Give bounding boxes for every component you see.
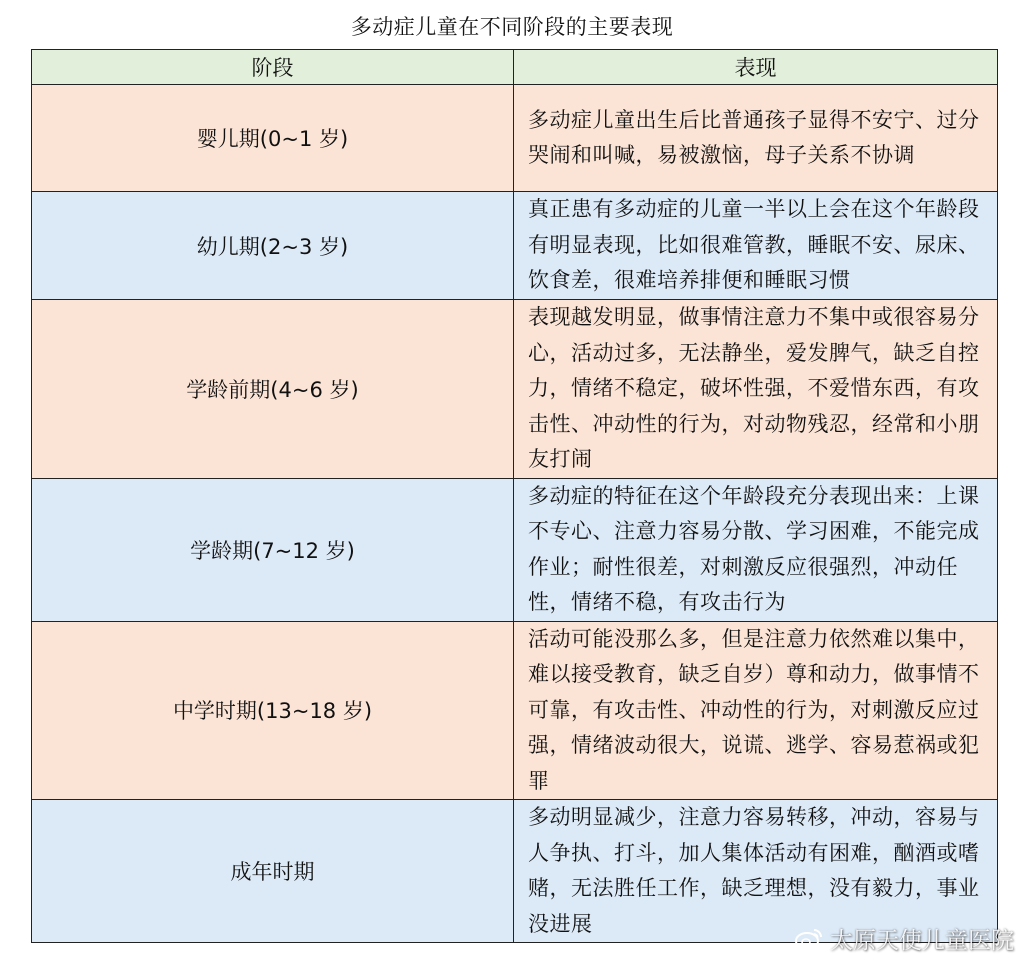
description-cell: 活动可能没那么多，但是注意力依然难以集中，难以接受教育，缺乏自岁）尊和动力，做事情不可靠，有攻击性、冲动性的行为，对刺激反应过强，情绪波动很大，说谎、逃学、容易惹祸或犯罪 (514, 621, 998, 800)
stage-cell: 幼儿期(2~3 岁) (32, 192, 514, 300)
table-title: 多动症儿童在不同阶段的主要表现 (350, 15, 674, 39)
description-cell: 真正患有多动症的儿童一半以上会在这个年龄段有明显表现，比如很难管教，睡眠不安、尿床、饮食差，很难培养排便和睡眠习惯 (514, 192, 998, 300)
header-description: 表现 (514, 50, 998, 85)
table-row (32, 85, 998, 192)
stage-cell: 成年时期 (32, 800, 514, 943)
stage-cell: 中学时期(13~18 岁) (32, 621, 514, 800)
table-row (32, 300, 998, 479)
description-cell: 多动症儿童出生后比普通孩子显得不安宁、过分哭闹和叫喊，易被激恼，母子关系不协调 (514, 85, 998, 192)
stage-cell: 学龄前期(4~6 岁) (32, 300, 514, 479)
description-cell: 多动症的特征在这个年龄段充分表现出来：上课不专心、注意力容易分散、学习困难，不能完成作业；耐性很差，对刺激反应很强烈，冲动任性，情绪不稳，有攻击行为 (514, 478, 998, 621)
stages-table (31, 49, 998, 943)
weibo-icon (794, 927, 824, 951)
description-cell: 表现越发明显，做事情注意力不集中或很容易分心，活动过多，无法静坐，爱发脾气，缺乏自控力，情绪不稳定，破坏性强，不爱惜东西，有攻击性、冲动性的行为，对动物残忍，经常和小朋友打闹 (514, 300, 998, 479)
description-cell: 多动明显减少，注意力容易转移，冲动，容易与人争执、打斗，加人集体活动有困难，酗酒或嗜赌，无法胜任工作，缺乏理想，没有毅力，事业没进展 (514, 800, 998, 943)
table-row (32, 192, 998, 300)
table-header-row (32, 50, 998, 85)
table-row (32, 478, 998, 621)
stage-cell: 婴儿期(0~1 岁) (32, 85, 514, 192)
stage-cell: 学龄期(7~12 岁) (32, 478, 514, 621)
watermark-text: 太原天使儿童医院 (830, 928, 1014, 954)
watermark (794, 922, 1014, 955)
header-stage: 阶段 (32, 50, 514, 85)
table-row (32, 621, 998, 800)
